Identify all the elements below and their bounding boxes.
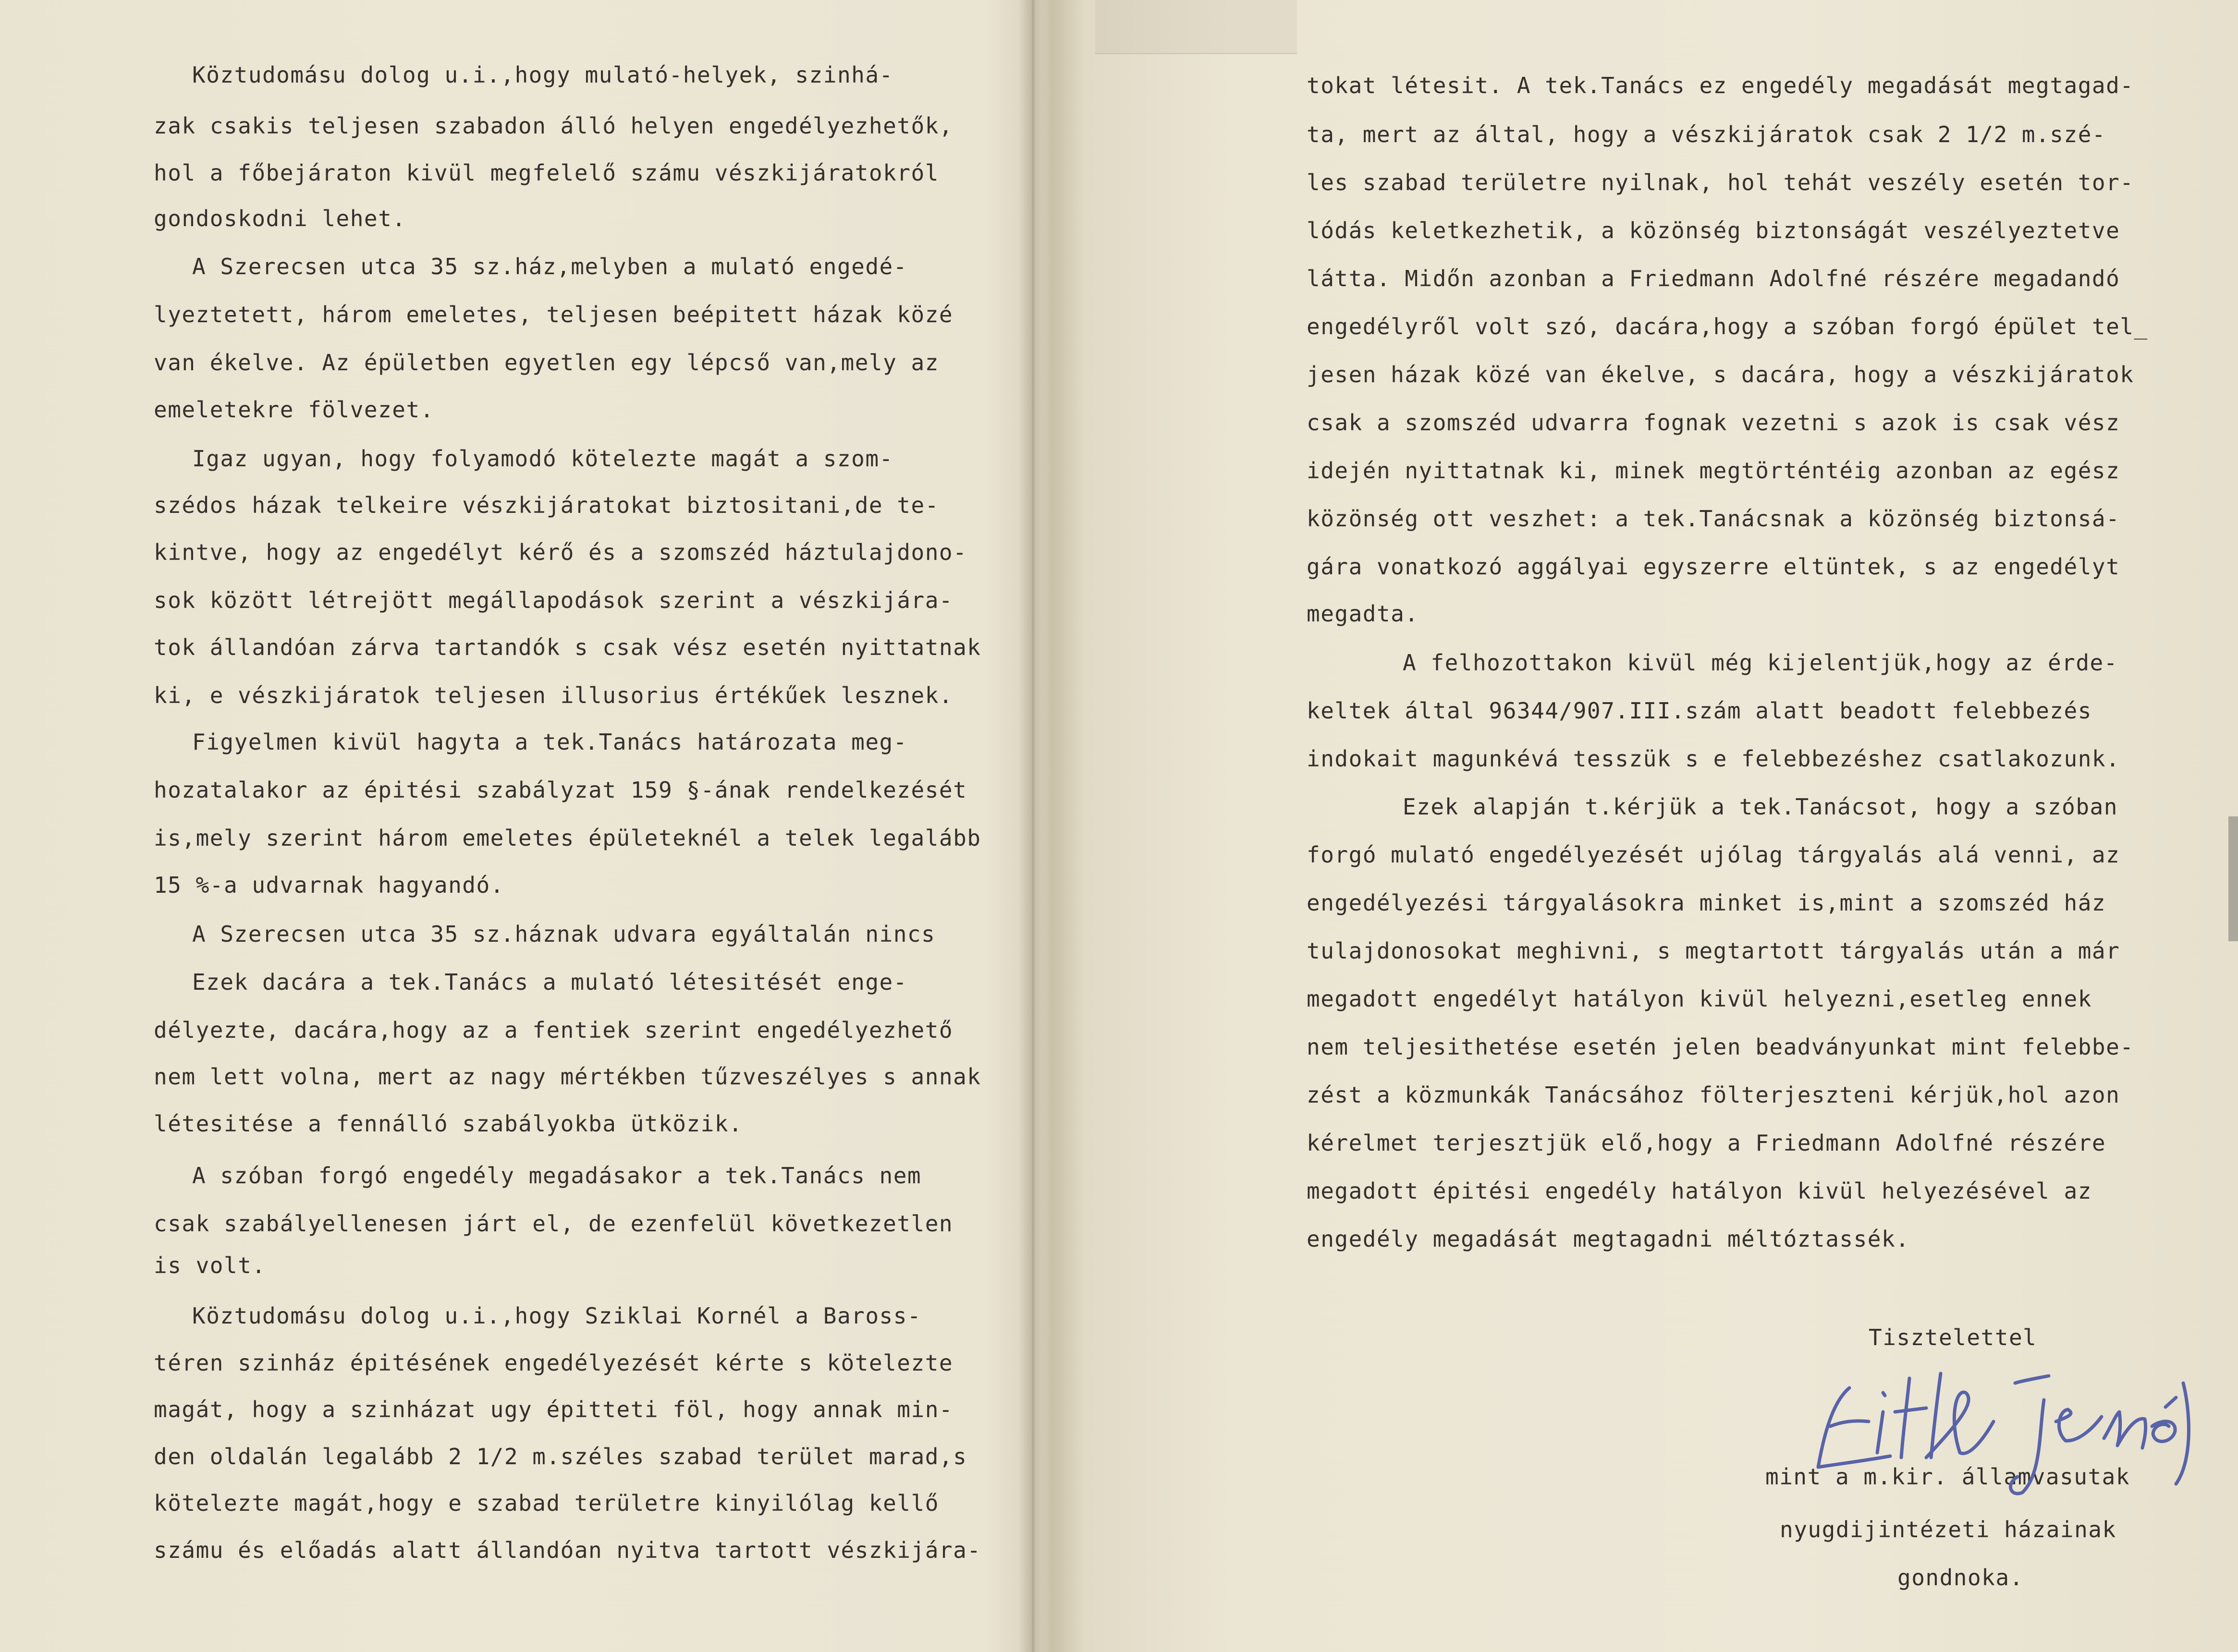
- body-line: 15 %-a udvarnak hagyandó.: [154, 872, 504, 898]
- body-line: Ezek dacára a tek.Tanács a mulató létesitését enge-: [192, 969, 907, 995]
- body-line: látta. Midőn azonban a Friedmann Adolfné részére megadandó: [1307, 266, 2120, 292]
- body-line: is,mely szerint három emeletes épületeknél a telek legalább: [154, 825, 981, 851]
- body-line: van ékelve. Az épületben egyetlen egy lépcső van,mely az: [154, 350, 939, 376]
- body-line: megadta.: [1307, 601, 1419, 627]
- body-line: engedély megadását megtagadni méltóztassék.: [1307, 1226, 1910, 1252]
- body-line: ki, e vészkijáratok teljesen illusorius értékűek lesznek.: [154, 682, 954, 708]
- body-line: magát, hogy a szinházat ugy épitteti föl, hogy annak min-: [154, 1397, 954, 1422]
- body-line: létesitése a fennálló szabályokba ütközik.: [154, 1111, 743, 1137]
- body-line: lyeztetett, három emeletes, teljesen beépitett házak közé: [154, 302, 954, 328]
- signoff-line: gondnoka.: [1897, 1565, 2024, 1591]
- body-line: A Szerecsen utca 35 sz.ház,melyben a mulató engedé-: [192, 254, 907, 279]
- body-line: délyezte, dacára,hogy az a fentiek szerint engedélyezhető: [154, 1017, 954, 1043]
- body-line: megadott épitési engedély hatályon kivül helyezésével az: [1307, 1178, 2092, 1204]
- body-line: nem teljesithetése esetén jelen beadványunkat mint felebbe-: [1307, 1034, 2134, 1060]
- body-line: engedélyről volt szó, dacára,hogy a szóban forgó épület tel_: [1307, 314, 2148, 340]
- body-line: zak csakis teljesen szabadon álló helyen engedélyezhetők,: [154, 113, 954, 139]
- body-line: sok között létrejött megállapodások szerint a vészkijára-: [154, 587, 954, 613]
- body-line: engedélyezési tárgyalásokra minket is,mint a szomszéd ház: [1307, 890, 2106, 916]
- body-line: Igaz ugyan, hogy folyamodó kötelezte magát a szom-: [192, 446, 893, 472]
- body-line: tokat létesit. A tek.Tanács ez engedély megadását megtagad-: [1307, 73, 2134, 98]
- body-line: Figyelmen kivül hagyta a tek.Tanács határozata meg-: [192, 729, 907, 755]
- body-line: Köztudomásu dolog u.i.,hogy Sziklai Kornél a Baross-: [192, 1303, 922, 1329]
- body-line: den oldalán legalább 2 1/2 m.széles szabad terület marad,s: [154, 1444, 967, 1470]
- body-line: les szabad területre nyilnak, hol tehát veszély esetén tor-: [1307, 170, 2134, 195]
- body-line: tok állandóan zárva tartandók s csak vész esetén nyittatnak: [154, 634, 981, 660]
- body-line: csak a szomszéd udvarra fognak vezetni s azok is csak vész: [1307, 410, 2120, 436]
- handwritten-signature: [1797, 1354, 2219, 1498]
- body-line: kintve, hogy az engedélyt kérő és a szomszéd háztulajdono-: [154, 539, 967, 565]
- body-line: gondoskodni lehet.: [154, 206, 406, 231]
- body-line: számu és előadás alatt állandóan nyitva tartott vészkijára-: [154, 1537, 981, 1563]
- body-line: zést a közmunkák Tanácsához fölterjeszteni kérjük,hol azon: [1307, 1082, 2120, 1108]
- body-line: Ezek alapján t.kérjük a tek.Tanácsot, hogy a szóban: [1403, 794, 2118, 820]
- body-line: kérelmet terjesztjük elő,hogy a Friedmann Adolfné részére: [1307, 1130, 2106, 1156]
- body-line: emeletekre fölvezet.: [154, 397, 434, 423]
- body-line: hozatalakor az épitési szabályzat 159 §-ának rendelkezését: [154, 777, 967, 803]
- body-line: is volt.: [154, 1252, 266, 1278]
- signoff-line: mint a m.kir. államvasutak: [1765, 1464, 2130, 1490]
- signoff-line: nyugdijintézeti házainak: [1780, 1517, 2116, 1543]
- body-line: Köztudomásu dolog u.i.,hogy mulató-helyek, szinhá-: [192, 62, 893, 88]
- body-line: gára vonatkozó aggályai egyszerre eltüntek, s az engedélyt: [1307, 554, 2120, 580]
- body-line: tulajdonosokat meghivni, s megtartott tárgyalás után a már: [1307, 938, 2120, 964]
- body-line: A felhozottakon kivül még kijelentjük,hogy az érde-: [1403, 650, 2118, 676]
- body-line: idején nyittatnak ki, minek megtörténtéig azonban az egész: [1307, 458, 2120, 484]
- body-line: A Szerecsen utca 35 sz.háznak udvara egyáltalán nincs: [192, 921, 936, 947]
- left-page: [0, 0, 1033, 1652]
- body-line: közönség ott veszhet: a tek.Tanácsnak a közönség biztonsá-: [1307, 506, 2120, 532]
- closing-salutation: Tisztelettel: [1869, 1324, 2037, 1350]
- body-line: hol a főbejáraton kivül megfelelő számu vészkijáratokról: [154, 160, 939, 186]
- body-line: ta, mert az által, hogy a vészkijáratok csak 2 1/2 m.szé-: [1307, 121, 2106, 147]
- body-line: nem lett volna, mert az nagy mértékben tűzveszélyes s annak: [154, 1064, 981, 1090]
- body-line: forgó mulató engedélyezését ujólag tárgyalás alá venni, az: [1307, 842, 2120, 868]
- body-line: lódás keletkezhetik, a közönség biztonságát veszélyeztetve: [1307, 218, 2120, 243]
- body-line: kötelezte magát,hogy e szabad területre kinyilólag kellő: [154, 1490, 939, 1516]
- body-line: megadott engedélyt hatályon kivül helyezni,esetleg ennek: [1307, 986, 2092, 1012]
- body-line: A szóban forgó engedély megadásakor a tek.Tanács nem: [192, 1163, 922, 1189]
- body-line: téren szinház épitésének engedélyezését kérte s kötelezte: [154, 1350, 954, 1376]
- body-line: jesen házak közé van ékelve, s dacára, hogy a vészkijáratok: [1307, 362, 2134, 388]
- body-line: szédos házak telkeire vészkijáratokat biztositani,de te-: [154, 492, 939, 518]
- body-line: keltek által 96344/907.III.szám alatt beadott felebbezés: [1307, 698, 2092, 724]
- body-line: indokait magunkévá tesszük s e felebbezéshez csatlakozunk.: [1307, 746, 2120, 772]
- body-line: csak szabályellenesen járt el, de ezenfelül következetlen: [154, 1211, 954, 1237]
